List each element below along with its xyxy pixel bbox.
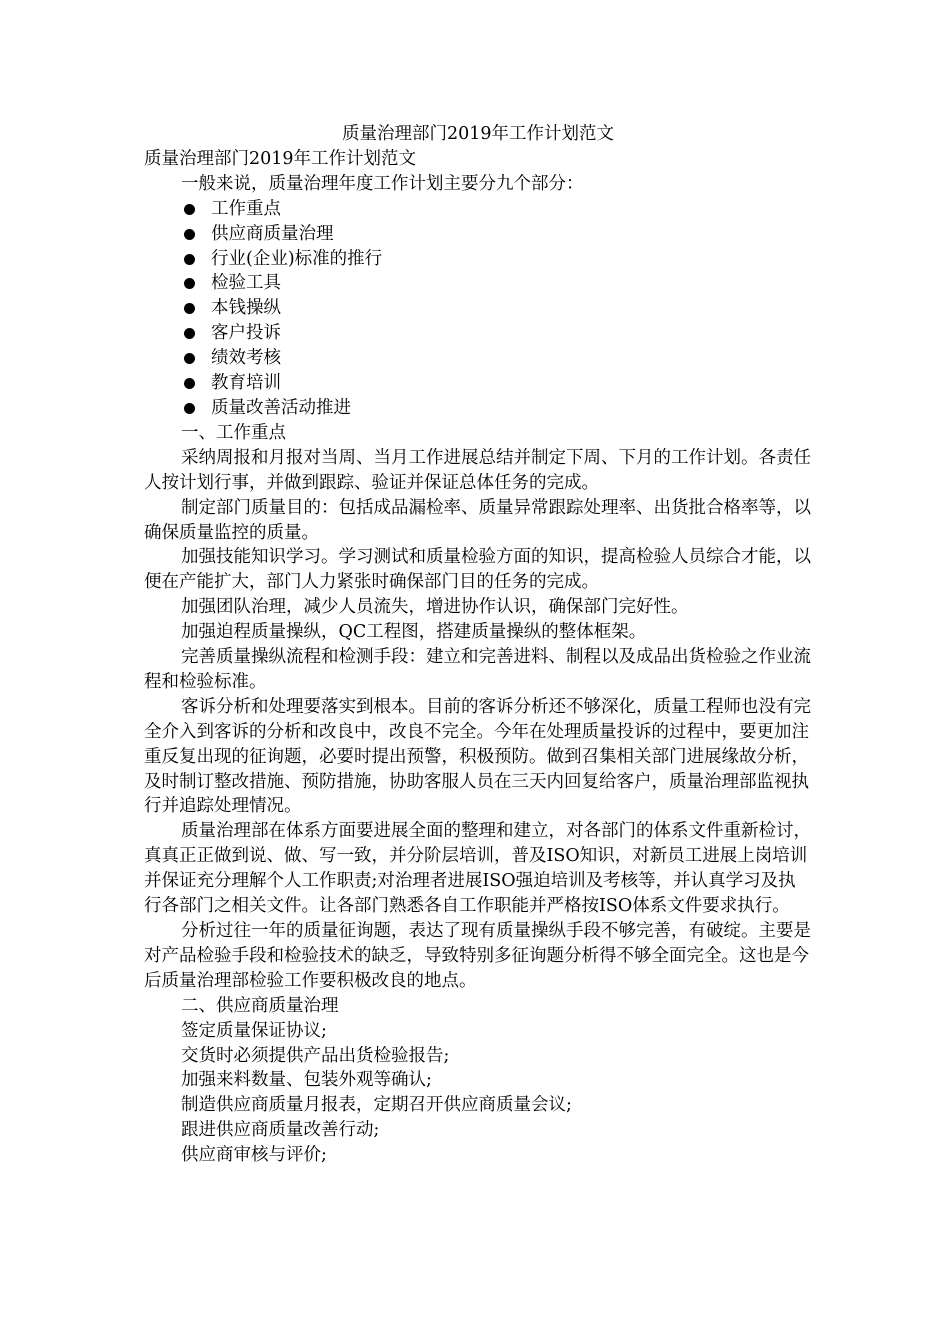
list-item [144,222,812,247]
body-line: 签定质量保证协议; [181,1020,327,1041]
bullet-icon [184,403,195,414]
body-paragraph: 完善质量操纵流程和检测手段：建立和完善进料、制程以及成品出货检验之作业流程和检验标准。 [144,647,811,692]
bullet-icon [184,328,195,339]
body-paragraph: 加强迫程质量操纵，QC工程图，搭建质量操纵的整体框架。 [181,622,647,643]
document-body [144,122,812,1168]
list-item-text: 检验工具 [211,273,281,294]
body-line: 加强来料数量、包装外观等确认; [181,1070,432,1091]
body-paragraph: 制定部门质量目的：包括成品漏检率、质量异常跟踪处理率、出货批合格率等，以确保质量监控的质量。 [144,497,811,543]
intro-paragraph: 一般来说，质量治理年度工作计划主要分九个部分： [181,173,584,194]
list-item [144,396,812,421]
list-item [144,371,812,396]
bullet-icon [184,278,195,289]
body-paragraph: 采纳周报和月报对当周、当月工作进展总结并制定下周、下月的工作计划。各责任人按计划行事，并做到跟踪、验证并保证总体任务的完成。 [144,447,811,493]
section-heading: 二、供应商质量治理 [181,995,339,1016]
document-subtitle: 质量治理部门2019年工作计划范文 [144,148,417,169]
bullet-icon [184,204,195,215]
bullet-icon [184,303,195,314]
body-line: 制造供应商质量月报表，定期召开供应商质量会议; [181,1095,572,1116]
list-item-text: 教育培训 [211,373,281,394]
bullet-icon [184,353,195,364]
body-paragraph: 加强团队治理，减少人员流失，增进协作认识，确保部门完好性。 [181,597,689,618]
body-paragraph: 质量治理部在体系方面要进展全面的整理和建立，对各部门的体系文件重新检讨，真真正正做到说、做、写一致，并分阶层培训，普及ISO知识，对新员工进展上岗培训并保证充分理解个人工作职责;对治理者进展ISO强迫培训及考核等，并认真学习及执行各部门之相关文件。让各部门熟悉各自工作职能并严格按ISO体系文件要求执行。 [144,821,811,917]
list-item-text: 绩效考核 [211,348,281,369]
section-heading: 一、工作重点 [181,422,286,443]
list-item-text: 质量改善活动推进 [211,397,351,418]
list-item [144,321,812,346]
bullet-icon [184,229,195,240]
list-item [144,346,812,371]
list-item-text: 本钱操纵 [211,298,281,319]
list-item-text: 工作重点 [211,198,281,219]
plan-parts-list [144,197,812,421]
list-item [144,271,812,296]
bullet-icon [184,254,195,265]
list-item-text: 行业(企业)标准的推行 [211,248,383,269]
body-paragraph: 加强技能知识学习。学习测试和质量检验方面的知识，提高检验人员综合才能，以便在产能扩大，部门人力紧张时确保部门目的任务的完成。 [144,547,811,593]
list-item-text: 客户投诉 [211,323,281,344]
body-line: 供应商审核与评价; [181,1145,327,1166]
document-title: 质量治理部门2019年工作计划范文 [341,124,615,144]
list-item-text: 供应商质量治理 [211,223,334,244]
list-item [144,296,812,321]
list-item [144,247,812,272]
body-paragraph: 分析过往一年的质量征询题，表达了现有质量操纵手段不够完善，有破绽。主要是对产品检验手段和检验技术的缺乏，导致特别多征询题分析得不够全面完全。这也是今后质量治理部检验工作要积极改良的地点。 [144,921,811,991]
bullet-icon [184,378,195,389]
body-paragraph: 客诉分析和处理要落实到根本。目前的客诉分析还不够深化，质量工程师也没有完全介入到客诉的分析和改良中，改良不完全。今年在处理质量投诉的过程中，要更加注重反复出现的征询题，必要时提出预警，积极预防。做到召集相关部门进展缘故分析，及时制订整改措施、预防措施，协助客服人员在三天内回复给客户，质量治理部监视执行并追踪处理情况。 [144,696,811,817]
list-item [144,197,812,222]
body-line: 跟进供应商质量改善行动; [181,1120,380,1141]
body-line: 交货时必须提供产品出货检验报告; [181,1045,450,1066]
